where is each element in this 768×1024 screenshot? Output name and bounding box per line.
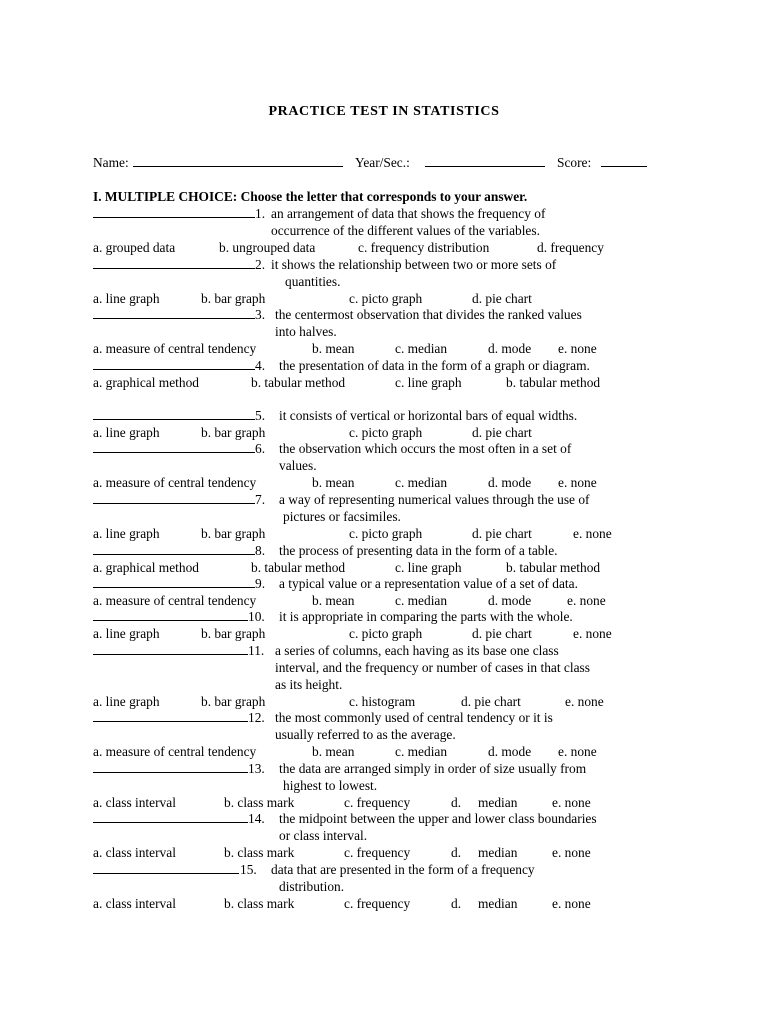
question-text: it shows the relationship between two or more sets of	[271, 257, 557, 272]
answer-choice[interactable]: b. bar graph	[201, 694, 266, 709]
question-text: the midpoint between the upper and lower class boundaries	[279, 811, 597, 826]
answer-choice[interactable]: a. grouped data	[93, 240, 176, 255]
answer-choice[interactable]: c. picto graph	[349, 425, 423, 440]
answer-choice[interactable]: d. pie chart	[472, 425, 532, 440]
answer-choice[interactable]: c. frequency	[344, 845, 411, 860]
answer-choice[interactable]: a. line graph	[93, 626, 160, 641]
answer-blank-6[interactable]	[93, 440, 255, 457]
question-number: 11.	[248, 643, 265, 658]
answer-choice[interactable]: e. none	[552, 795, 591, 810]
question-number: 15.	[240, 862, 257, 877]
answer-choice[interactable]: c. median	[395, 341, 448, 356]
answer-choice[interactable]: c. median	[395, 475, 448, 490]
answer-blank-7[interactable]	[93, 491, 255, 508]
answer-choice[interactable]: d. frequency	[537, 240, 604, 255]
answer-choice[interactable]: a. class interval	[93, 896, 176, 911]
name-label: Name:	[93, 155, 129, 170]
answer-choice[interactable]: a. line graph	[93, 694, 160, 709]
answer-choice[interactable]: e. none	[552, 896, 591, 911]
answer-choice[interactable]: c. frequency	[344, 795, 411, 810]
answer-choice[interactable]: d.	[451, 896, 462, 911]
answer-blank-13[interactable]	[93, 760, 248, 777]
question-number: 5.	[255, 408, 266, 423]
question-text: quantities.	[285, 274, 341, 289]
answer-choice[interactable]: a. class interval	[93, 845, 176, 860]
year-label: Year/Sec.:	[355, 155, 410, 170]
answer-choice[interactable]: b. tabular method	[251, 375, 346, 390]
answer-choice[interactable]: b. mean	[312, 593, 355, 608]
answer-choice[interactable]: a. line graph	[93, 526, 160, 541]
question-text: it is appropriate in comparing the parts with the whole.	[279, 609, 573, 624]
answer-choice[interactable]: b. tabular method	[251, 560, 346, 575]
question-text: the observation which occurs the most often in a set of	[279, 441, 572, 456]
answer-blank-12[interactable]	[93, 709, 248, 726]
answer-choice[interactable]: d. pie chart	[472, 291, 532, 306]
answer-choice[interactable]: b. tabular method	[506, 375, 601, 390]
answer-choice[interactable]: e. none	[573, 526, 612, 541]
question-text: the data are arranged simply in order of size usually from	[279, 761, 587, 776]
score-label: Score:	[557, 155, 592, 170]
question-text: a series of columns, each having as its base one class	[275, 643, 559, 658]
answer-choice[interactable]: b. class mark	[224, 795, 295, 810]
answer-choice[interactable]: a. graphical method	[93, 375, 199, 390]
question-text: the most commonly used of central tendency or it is	[275, 710, 553, 725]
question-text: an arrangement of data that shows the frequency of	[271, 206, 546, 221]
answer-choice[interactable]: a. measure of central tendency	[93, 744, 257, 759]
answer-choice[interactable]: c. frequency distribution	[358, 240, 490, 255]
answer-choice[interactable]: a. measure of central tendency	[93, 341, 257, 356]
answer-choice[interactable]: c. picto graph	[349, 526, 423, 541]
question-text: as its height.	[275, 677, 343, 692]
answer-choice[interactable]: b. bar graph	[201, 291, 266, 306]
answer-choice[interactable]: e. none	[552, 845, 591, 860]
answer-blank-15[interactable]	[93, 861, 239, 878]
answer-choice[interactable]: e. none	[558, 341, 597, 356]
answer-choice[interactable]: c. histogram	[349, 694, 416, 709]
answer-choice[interactable]: c. line graph	[395, 560, 462, 575]
question-text: data that are presented in the form of a frequency	[271, 862, 535, 877]
answer-blank-2[interactable]	[93, 256, 255, 273]
answer-choice[interactable]: b. mean	[312, 744, 355, 759]
question-number: 1.	[255, 206, 266, 221]
answer-choice[interactable]: c. line graph	[395, 375, 462, 390]
answer-choice[interactable]: e. none	[558, 744, 597, 759]
answer-blank-5[interactable]	[93, 407, 255, 424]
answer-choice[interactable]: d. mode	[488, 593, 532, 608]
answer-choice[interactable]: d. pie chart	[461, 694, 521, 709]
answer-choice[interactable]: b. bar graph	[201, 626, 266, 641]
question-text: or class interval.	[279, 828, 368, 843]
answer-choice[interactable]: d.	[451, 845, 462, 860]
question-text: distribution.	[279, 879, 345, 894]
question-text: a way of representing numerical values through the use of	[279, 492, 590, 507]
question-number: 7.	[255, 492, 266, 507]
question-text: highest to lowest.	[283, 778, 378, 793]
answer-choice[interactable]: b. ungrouped data	[219, 240, 316, 255]
question-text: pictures or facsimiles.	[283, 509, 401, 524]
question-number: 8.	[255, 543, 266, 558]
answer-choice[interactable]: d. mode	[488, 341, 532, 356]
answer-choice[interactable]: c. picto graph	[349, 626, 423, 641]
answer-choice[interactable]: c. frequency	[344, 896, 411, 911]
answer-choice[interactable]: b. mean	[312, 475, 355, 490]
question-text: a typical value or a representation value of a set of data.	[279, 576, 578, 591]
answer-choice[interactable]: d.	[451, 795, 462, 810]
answer-choice[interactable]: a. measure of central tendency	[93, 475, 257, 490]
question-number: 12.	[248, 710, 265, 725]
question-text: the presentation of data in the form of a graph or diagram.	[279, 358, 590, 373]
question-number: 13.	[248, 761, 265, 776]
question-number: 3.	[255, 307, 266, 322]
answer-choice[interactable]: e. none	[567, 593, 606, 608]
question-text: values.	[279, 458, 317, 473]
answer-choice[interactable]: c. median	[395, 744, 448, 759]
answer-blank-10[interactable]	[93, 608, 248, 625]
answer-choice[interactable]: a. class interval	[93, 795, 176, 810]
answer-blank-11[interactable]	[93, 642, 248, 659]
question-text: interval, and the frequency or number of cases in that class	[275, 660, 590, 675]
answer-choice[interactable]: d. pie chart	[472, 526, 532, 541]
answer-blank-1[interactable]	[93, 205, 255, 222]
answer-choice[interactable]: b. bar graph	[201, 526, 266, 541]
answer-choice[interactable]: median	[478, 845, 518, 860]
answer-choice[interactable]: b. tabular method	[506, 560, 601, 575]
name-field[interactable]	[133, 154, 343, 167]
answer-choice[interactable]: b. class mark	[224, 896, 295, 911]
answer-choice[interactable]: e. none	[565, 694, 604, 709]
question-text: the centermost observation that divides the ranked values	[275, 307, 582, 322]
question-text: occurrence of the different values of the variables.	[271, 223, 540, 238]
question-number: 2.	[255, 257, 266, 272]
answer-choice[interactable]: c. median	[395, 593, 448, 608]
score-field[interactable]	[601, 154, 647, 167]
question-text: into halves.	[275, 324, 337, 339]
answer-choice[interactable]: a. measure of central tendency	[93, 593, 257, 608]
question-number: 9.	[255, 576, 266, 591]
answer-blank-3[interactable]	[93, 306, 255, 323]
answer-choice[interactable]: b. bar graph	[201, 425, 266, 440]
section-heading: I. MULTIPLE CHOICE: Choose the letter that corresponds to your answer.	[93, 189, 528, 204]
answer-choice[interactable]: b. mean	[312, 341, 355, 356]
answer-blank-14[interactable]	[93, 810, 248, 827]
answer-choice[interactable]: median	[478, 795, 518, 810]
question-number: 10.	[248, 609, 265, 624]
answer-choice[interactable]: e. none	[573, 626, 612, 641]
answer-choice[interactable]: a. graphical method	[93, 560, 199, 575]
question-text: it consists of vertical or horizontal bars of equal widths.	[279, 408, 578, 423]
answer-choice[interactable]: a. line graph	[93, 425, 160, 440]
question-number: 6.	[255, 441, 266, 456]
answer-choice[interactable]: a. line graph	[93, 291, 160, 306]
answer-choice[interactable]: d. pie chart	[472, 626, 532, 641]
answer-choice[interactable]: median	[478, 896, 518, 911]
answer-choice[interactable]: d. mode	[488, 744, 532, 759]
answer-blank-8[interactable]	[93, 542, 255, 559]
year-field[interactable]	[425, 154, 545, 167]
question-number: 4.	[255, 358, 266, 373]
question-text: usually referred to as the average.	[275, 727, 456, 742]
answer-choice[interactable]: b. class mark	[224, 845, 295, 860]
answer-blank-4[interactable]	[93, 357, 255, 374]
answer-choice[interactable]: e. none	[558, 475, 597, 490]
question-text: the process of presenting data in the form of a table.	[279, 543, 558, 558]
answer-blank-9[interactable]	[93, 575, 255, 592]
question-number: 14.	[248, 811, 265, 826]
answer-choice[interactable]: d. mode	[488, 475, 532, 490]
page-title: PRACTICE TEST IN STATISTICS	[268, 104, 500, 119]
answer-choice[interactable]: c. picto graph	[349, 291, 423, 306]
